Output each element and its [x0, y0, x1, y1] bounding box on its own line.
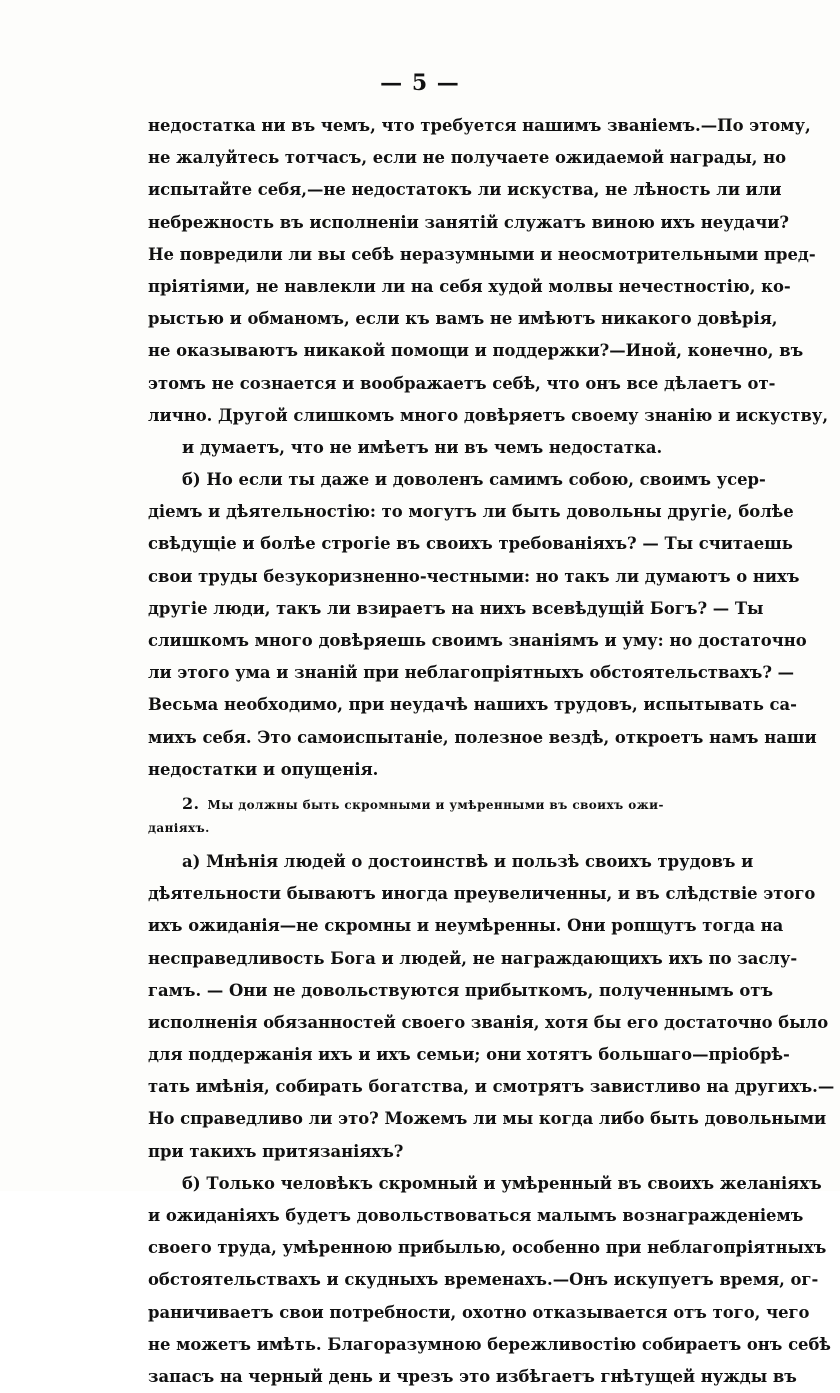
text-line: недостатки и опущенія.: [148, 759, 379, 779]
text-line: при такихъ притязаніяхъ?: [148, 1141, 404, 1161]
text-line: пріятіями, не навлекли ли на себя худой молвы нечестностію, ко-: [148, 276, 791, 296]
text-line: ли этого ума и знаній при неблагопріятныхъ обстоятельствахъ? —: [148, 663, 795, 683]
paragraph-a-start: а) Мнѣнія людей о достоинствѣ и пользѣ своихъ трудовъ и: [182, 851, 754, 871]
text-line: Не повредили ли вы себѣ неразумными и неосмотрительными пред-: [148, 244, 816, 264]
section-heading: [148, 792, 694, 816]
text-line: испытайте себя,—не недостатокъ ли искуства, не лѣность ли или: [148, 180, 782, 200]
page-number: — 5 —: [380, 70, 460, 96]
text-line: свѣдущіе и болѣе строгіе въ своихъ требованіяхъ? — Ты считаешь: [148, 534, 793, 554]
text-line: обстоятельствахъ и скудныхъ временахъ.—Онъ искупуетъ время, ог-: [148, 1270, 819, 1290]
section-heading-cont: даніяхъ.: [148, 820, 210, 835]
text-line: слишкомъ много довѣряешь своимъ знаніямъ и уму: но достаточно: [148, 631, 807, 650]
text-line: исполненія обязанностей своего званія, хотя бы его достаточно было: [148, 1012, 829, 1032]
text-line: тать имѣнія, собирать богатства, и смотрятъ завистливо на другихъ.—: [148, 1077, 835, 1097]
text-line: раничиваетъ свои потребности, охотно отказывается отъ того, чего: [148, 1302, 810, 1322]
text-line: рыстью и обманомъ, если къ вамъ не имѣютъ никакого довѣрія,: [148, 309, 778, 329]
section-heading-text: Мы должны быть скромными и умѣренными въ своихъ ожи-: [207, 797, 664, 812]
text-line: свои труды безукоризненно-честными: но такъ ли думаютъ о нихъ: [148, 566, 800, 586]
text-line: діемъ и дѣятельностію: то могутъ ли быть довольны другіе, болѣе: [148, 502, 794, 522]
text-line: этомъ не сознается и воображаетъ себѣ, что онъ все дѣлаетъ от-: [148, 373, 776, 393]
text-line: гамъ. — Они не довольствуются прибыткомъ, полученнымъ отъ: [148, 980, 774, 1000]
paragraph-b-start: б) Но если ты даже и доволенъ самимъ собою, своимъ усер-: [182, 470, 766, 490]
text-line: не жалуйтесь тотчасъ, если не получаете ожидаемой награды, но: [148, 148, 787, 168]
text-line: ихъ ожиданія—не скромны и неумѣренны. Они ропщутъ тогда на: [148, 916, 784, 936]
text-line: своего труда, умѣренною прибылью, особенно при неблагопріятныхъ: [148, 1238, 827, 1258]
text-body: [148, 110, 835, 1393]
paragraph-b2-start: б) Только человѣкъ скромный и умѣренный въ своихъ желаніяхъ: [182, 1173, 822, 1193]
text-line: Но справедливо ли это? Можемъ ли мы когда либо быть довольными: [148, 1109, 827, 1129]
text-line: для поддержанія ихъ и ихъ семьи; они хотятъ большаго—пріобрѣ-: [148, 1045, 790, 1065]
text-line: лично. Другой слишкомъ много довѣряетъ своему знанію и искуству,: [148, 405, 829, 425]
text-line: михъ себя. Это самоиспытаніе, полезное вездѣ, откроетъ намъ наши: [148, 727, 817, 747]
text-line: небрежность въ исполненіи занятій служатъ виною ихъ неудачи?: [148, 212, 789, 232]
text-line: запасъ на черный день и чрезъ это избѣгаетъ гнѣтущей нужды въ: [148, 1366, 797, 1386]
text-line: не оказываютъ никакой помощи и поддержки?—Иной, конечно, въ: [148, 341, 804, 361]
text-line: дѣятельности бываютъ иногда преувеличенны, и въ слѣдствіе этого: [148, 884, 816, 904]
text-line: несправедливость Бога и людей, не награждающихъ ихъ по заслу-: [148, 948, 798, 968]
section-number: 2.: [182, 793, 200, 813]
text-line: и думаетъ, что не имѣетъ ни въ чемъ недостатка.: [182, 437, 663, 457]
text-line: другіе люди, такъ ли взираетъ на нихъ всевѣдущій Богъ? — Ты: [148, 598, 764, 618]
text-line: и ожиданіяхъ будетъ довольствоваться малымъ вознагражденіемъ: [148, 1206, 804, 1225]
text-line: недостатка ни въ чемъ, что требуется нашимъ званіемъ.—По этому,: [148, 116, 811, 135]
text-line: не можетъ имѣть. Благоразумною бережливостію собираетъ онъ себѣ: [148, 1334, 831, 1354]
text-line: Весьма необходимо, при неудачѣ нашихъ трудовъ, испытывать са-: [148, 695, 797, 715]
